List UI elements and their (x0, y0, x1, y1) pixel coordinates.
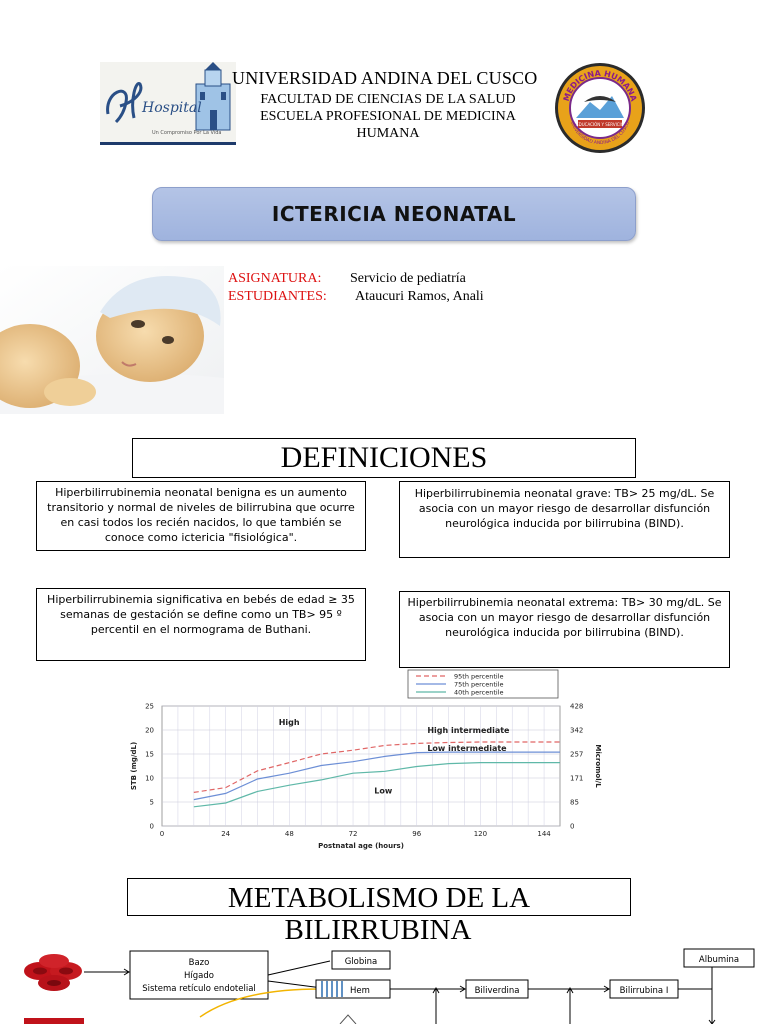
zone-label-low: Low (374, 786, 393, 796)
hospital-logo-graphic (100, 62, 236, 142)
x-axis-label: Postnatal age (hours) (318, 842, 404, 850)
university-name: UNIVERSIDAD ANDINA DEL CUSCO (232, 68, 538, 88)
metabolism-heading-line1: METABOLISMO DE LA (127, 878, 631, 916)
definition-extreme: Hiperbilirrubinemia neonatal extrema: TB> 30 mg/dL. Se asocia con un mayor riesgo de desarrollar disfunción neurológica inducida por bilirrubina (BIND). (399, 591, 730, 668)
y-axis-right-label: Micromol/L (594, 744, 602, 788)
school-name-line2: HUMANA (356, 126, 420, 141)
albumina-text: Albumina (698, 955, 740, 965)
school-name-line1: ESCUELA PROFESIONAL DE MEDICINA (260, 109, 516, 124)
definition-benign: Hiperbilirrubinemia neonatal benigna es un aumento transitorio y normal de niveles de bilirrubina que ocurre en casi todos los recién nacidos, lo que también se conoce como ictericia "fisiológica". (36, 481, 366, 551)
plot-area (162, 706, 560, 826)
definition-severe: Hiperbilirrubinemia neonatal grave: TB> 25 mg/dL. Se asocia con un mayor riesgo de desarrollar disfunción neurológica inducida por bilirrubina (BIND). (399, 481, 730, 558)
y-tick-label: 25 (145, 702, 154, 711)
x-tick-label: 72 (348, 830, 358, 838)
zone-label-high-intermediate: High intermediate (427, 725, 510, 735)
y-tick-label: 10 (145, 774, 154, 783)
y-tick-label: 0 (149, 822, 154, 831)
bhutani-nomogram (110, 668, 630, 858)
students-label: ESTUDIANTES: (228, 289, 327, 304)
seal-top-text: MEDICINA HUMANA (561, 68, 639, 103)
legend-label: 40th percentile (454, 688, 504, 697)
subject-value: Servicio de pediatría (350, 271, 466, 286)
y-right-tick-label: 428 (570, 702, 584, 711)
metabolism-heading-line2: BILIRRUBINA (284, 914, 472, 946)
zone-label-high: High (278, 718, 300, 728)
y-right-tick-label: 0 (570, 822, 575, 831)
metabolism-flow-diagram (0, 945, 768, 1024)
arrow-to-globina (268, 961, 330, 975)
subject-label: ASIGNATURA: (228, 271, 322, 286)
zone-label-low-intermediate: Low intermediate (427, 744, 507, 754)
y-tick-label: 20 (145, 726, 154, 735)
medicine-seal (554, 62, 646, 154)
y-tick-label: 5 (149, 798, 154, 807)
definitions-heading: DEFINICIONES (132, 438, 636, 478)
legend-label: 75th percentile (454, 680, 504, 689)
presentation-title: ICTERICIA NEONATAL (152, 187, 636, 241)
x-tick-label: 96 (412, 830, 422, 838)
students-value: Ataucuri Ramos, Anali (355, 289, 484, 304)
x-tick-label: 0 (159, 830, 165, 838)
x-tick-label: 144 (537, 830, 551, 838)
red-blood-cells-icon (24, 954, 82, 991)
molecule-icon (340, 1015, 356, 1024)
bazo-text: Bazo (188, 958, 210, 968)
hospital-subtext: Un Compromiso Por La Vida (152, 130, 222, 136)
x-tick-label: 48 (284, 830, 294, 838)
x-tick-label: 120 (473, 830, 488, 838)
y-right-tick-label: 85 (570, 798, 579, 807)
definition-significant: Hiperbilirrubinemia significativa en bebés de edad ≥ 35 semanas de gestación se define como un TB> 95 º percentil en el normograma de Buthani. (36, 588, 366, 661)
seal-bottom-text: UNIVERSIDAD ANDINA DEL CUSCO (569, 120, 631, 147)
hospital-logo (100, 62, 236, 145)
faculty-name: FACULTAD DE CIENCIAS DE LA SALUD (260, 92, 516, 107)
seal-ribbon-text: EDUCACIÓN Y SERVICIO (576, 122, 624, 127)
higado-text: Hígado (184, 971, 214, 981)
sistema-text: Sistema retículo endotelial (142, 984, 256, 994)
globina-text: Globina (344, 957, 378, 967)
nomogram-chart (110, 668, 630, 858)
y-axis-label: STB (mg/dL) (130, 741, 138, 791)
y-tick-label: 15 (145, 750, 154, 759)
y-right-tick-label: 171 (570, 774, 584, 783)
legend-label: 95th percentile (454, 672, 504, 681)
baby-photo (0, 266, 224, 414)
red-box-partial (24, 1018, 84, 1024)
hospital-script-text: Hospital (142, 100, 202, 116)
y-right-tick-label: 342 (570, 726, 584, 735)
x-tick-label: 24 (221, 830, 231, 838)
biliverdina-text: Biliverdina (474, 986, 520, 996)
bilirrubina-text: Bilirrubina I (619, 986, 669, 996)
y-right-tick-label: 257 (570, 750, 584, 759)
hem-text: Hem (350, 986, 370, 996)
